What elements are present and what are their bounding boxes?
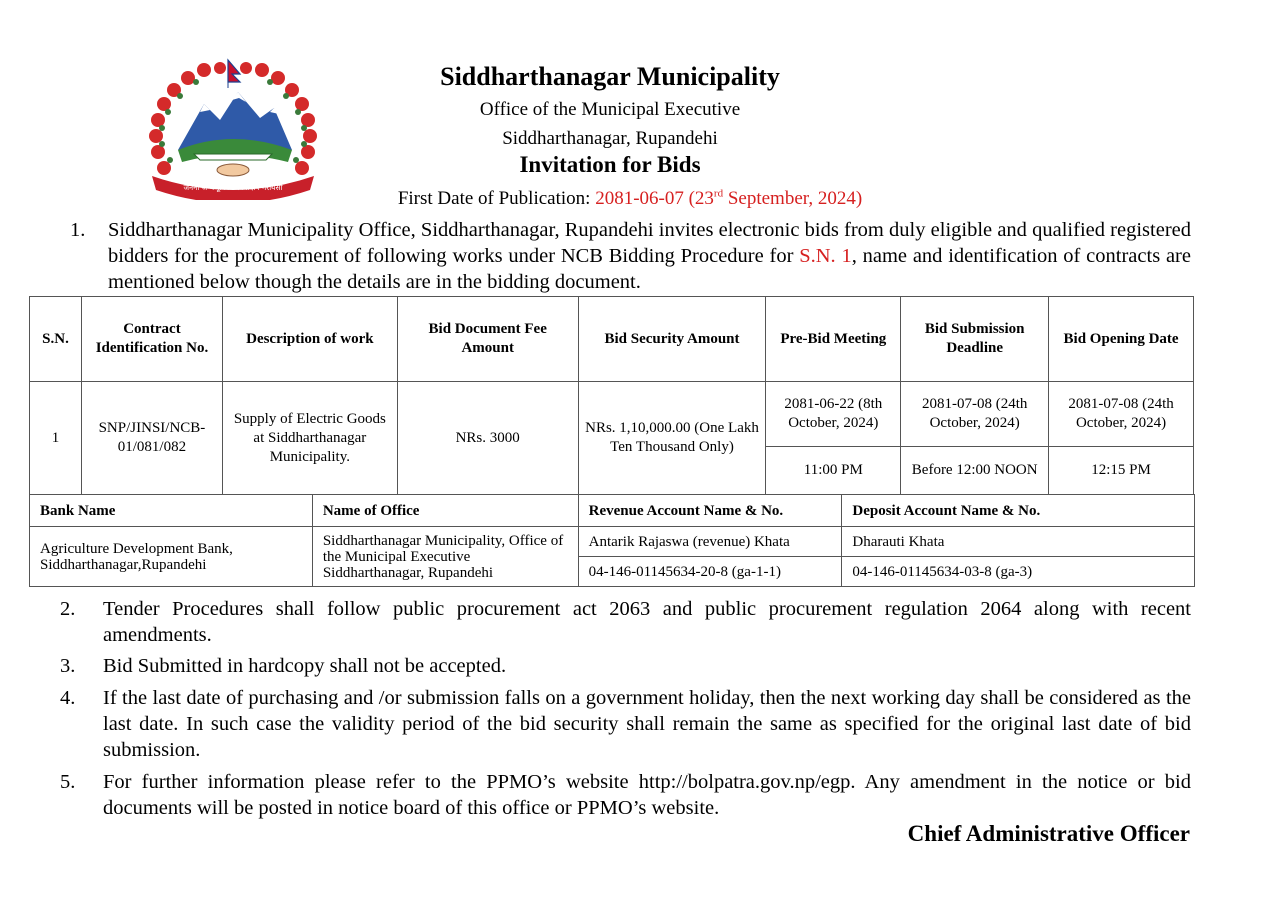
table-header: Deposit Account Name & No. <box>842 495 1195 527</box>
signature-title: Chief Administrative Officer <box>907 821 1190 846</box>
list-item-number: 2. <box>60 598 76 620</box>
cell-bank-name: Agriculture Development Bank, Siddharthanagar,Rupandehi <box>30 527 313 587</box>
office-address: Siddharthanagar, Rupandehi <box>502 128 718 149</box>
emblem-motto: जननी जन्मभूमिश्च स्वर्गादपि गरीयसी <box>183 183 283 192</box>
table-header: Bid Document Fee Amount <box>397 297 578 382</box>
table-header: Bid Opening Date <box>1049 297 1194 382</box>
cell-security: NRs. 1,10,000.00 (One Lakh Ten Thousand Only) <box>578 382 766 495</box>
cell-opening-time: 12:15 PM <box>1049 447 1194 495</box>
sn-highlight: S.N. 1 <box>799 245 852 267</box>
table-header: S.N. <box>30 297 82 382</box>
publication-label: First Date of Publication: <box>397 188 596 209</box>
cell-sn: 1 <box>30 382 82 495</box>
table-header: Bid Security Amount <box>578 297 766 382</box>
table-header: Pre-Bid Meeting <box>766 297 901 382</box>
intro-paragraph: Siddharthanagar Municipality Office, Siddharthanagar, Rupandehi invites electronic bids from duly eligible and qualified registered bidders for the procurement of following works under NCB Bidding Procedure for S.N. 1, name and identification of contracts are mentioned below though the details are in the bidding document. <box>108 219 1191 293</box>
intro-number: 1. <box>70 219 86 241</box>
list-item <box>60 653 1191 681</box>
cell-prebid-date: 2081-06-22 (8th October, 2024) <box>766 382 901 447</box>
table-header: Bid Submission Deadline <box>901 297 1049 382</box>
list-item-text: For further information please refer to the PPMO’s website http://bolpatra.gov.np/egp. Any amendment in the notice or bid documents will be posted in notice board of this office or PPMO’s website. <box>103 771 1191 819</box>
table-header-row <box>30 495 1195 527</box>
list-item-text: If the last date of purchasing and /or submission falls on a government holiday, then the next working day shall be considered as the last date. In such case the validity period of the bid security shall remain the same as specified for the original last date of bid submission. <box>103 687 1191 761</box>
cell-revenue-name: Antarik Rajaswa (revenue) Khata <box>578 527 842 557</box>
table-header: Name of Office <box>312 495 578 527</box>
page-title: Invitation for Bids <box>519 152 701 177</box>
list-item <box>60 596 1191 650</box>
list-item-text: Bid Submitted in hardcopy shall not be accepted. <box>103 655 507 677</box>
cell-contract-id: SNP/JINSI/NCB-01/081/082 <box>81 382 222 495</box>
table-header-row <box>30 297 1194 382</box>
cell-deposit-no: 04-146-01145634-03-8 (ga-3) <box>842 557 1195 587</box>
cell-submission-time: Before 12:00 NOON <box>901 447 1049 495</box>
bank-account-table <box>29 494 1195 587</box>
table-header: Revenue Account Name & No. <box>578 495 842 527</box>
publication-date-line <box>300 188 960 210</box>
nepal-emblem-icon <box>142 58 324 200</box>
list-item-number: 3. <box>60 655 76 677</box>
list-item <box>60 769 1191 823</box>
list-item <box>60 685 1191 765</box>
cell-fee: NRs. 3000 <box>397 382 578 495</box>
cell-prebid-time: 11:00 PM <box>766 447 901 495</box>
table-row <box>30 382 1194 447</box>
list-item-number: 4. <box>60 687 76 709</box>
cell-description: Supply of Electric Goods at Siddharthanagar Municipality. <box>222 382 397 495</box>
cell-opening-date: 2081-07-08 (24th October, 2024) <box>1049 382 1194 447</box>
list-item-number: 5. <box>60 771 76 793</box>
cell-submission-date: 2081-07-08 (24th October, 2024) <box>901 382 1049 447</box>
org-name: Siddharthanagar Municipality <box>440 62 780 91</box>
office-name: Office of the Municipal Executive <box>479 99 741 120</box>
cell-deposit-name: Dharauti Khata <box>842 527 1195 557</box>
bids-table <box>29 296 1194 495</box>
cell-revenue-no: 04-146-01145634-20-8 (ga-1-1) <box>578 557 842 587</box>
table-header: Bank Name <box>30 495 313 527</box>
table-header: Description of work <box>222 297 397 382</box>
list-item-text: Tender Procedures shall follow public procurement act 2063 and public procurement regulation 2064 along with recent amendments. <box>103 598 1191 646</box>
cell-office-name: Siddharthanagar Municipality, Office of the Municipal Executive Siddharthanagar, Rupandehi <box>312 527 578 587</box>
publication-date: 2081-06-07 (23rd September, 2024) <box>595 187 863 209</box>
table-header: Contract Identification No. <box>81 297 222 382</box>
table-row <box>30 527 1195 557</box>
